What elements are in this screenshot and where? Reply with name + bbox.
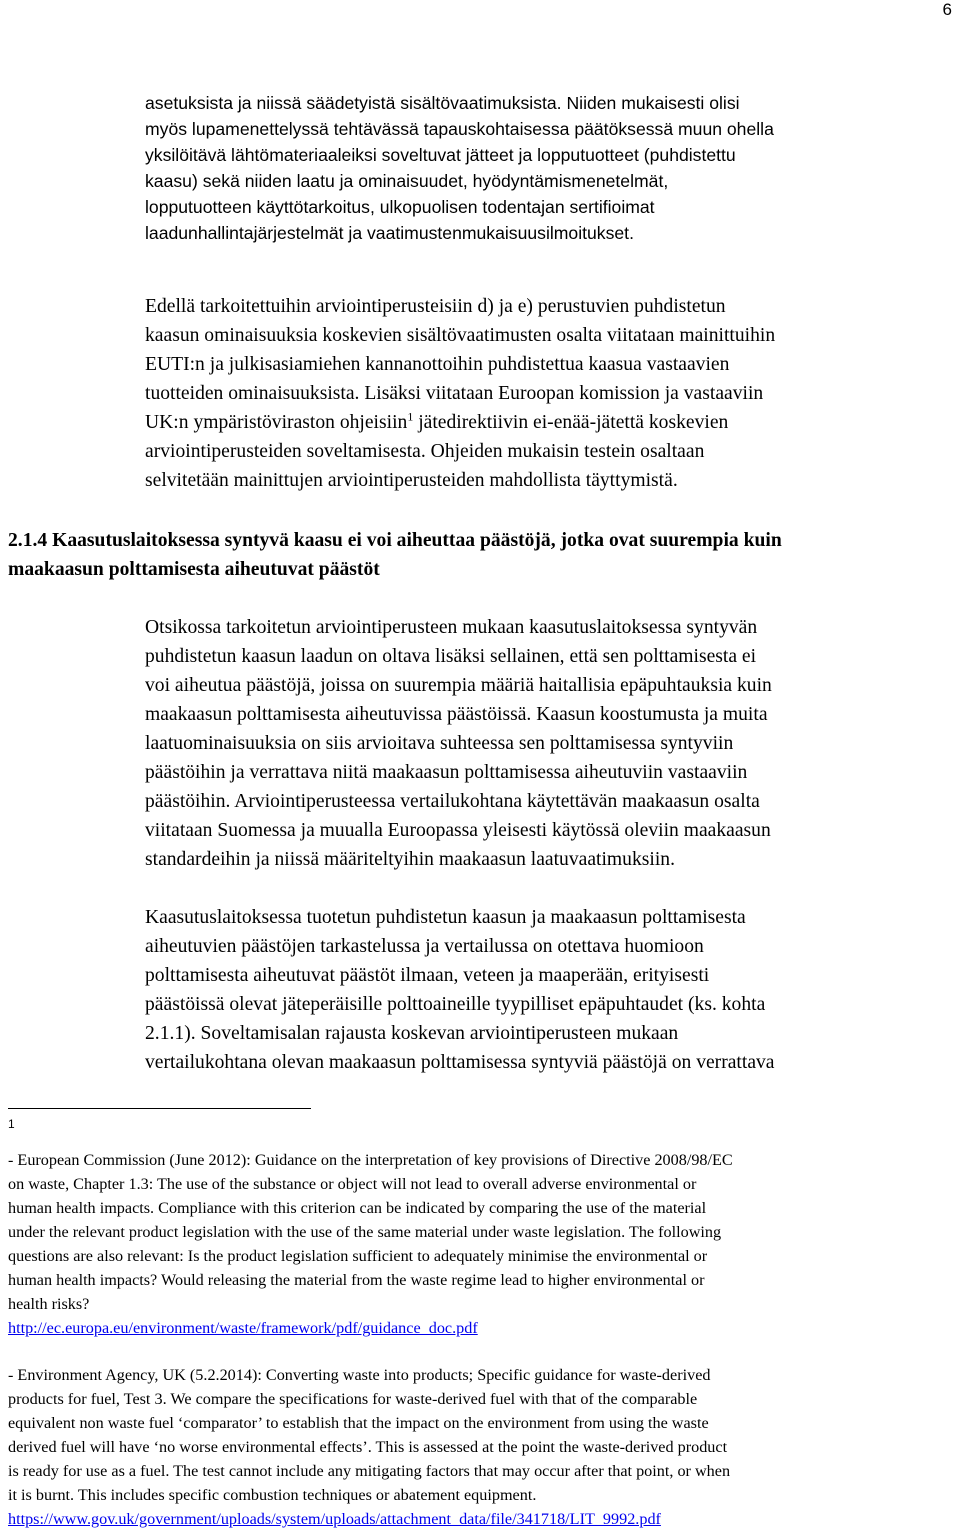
page-number: 6 [942, 0, 952, 19]
paragraph-criteria-reference [145, 292, 960, 495]
paragraph-text-before-footnote: Edellä tarkoitettuihin arviointiperusteisiin d) ja e) perustuvien puhdistetun kaasun ominaisuuksia koskevien sisältövaatimusten osalta viitataan mainittuihin EUTI:n ja julkisasiamiehen kannanottoihin puhdistettua kaasua vastaavien tuotteiden ominaisuuksista. Lisäksi viitataan Euroopan komission ja vastaaviin UK:n ympäristöviraston ohjeisiin [145, 296, 776, 433]
footnote-ea-text: - Environment Agency, UK (5.2.2014): Converting waste into products; Specific guidance for waste-derived products for fuel, Test 3. We compare the specifications for waste-derived fuel with that of the comparable equivalent non waste fuel ‘comparator’ to establish that the impact on the environment from using the waste derived fuel will have ‘no worse environmental effects’. This is assessed at the point the waste-derived product is ready for use as a fuel. The test cannot include any mitigating factors that may occur after that point, or when it is burnt. This includes specific combustion techniques or abatement equipment. [8, 1366, 731, 1504]
footnote-ec-text: - European Commission (June 2012): Guidance on the interpretation of key provisions of Directive 2008/98/EC on waste, Chapter 1.3: The use of the substance or object will not lead to overall adverse environmental or human health impacts. Compliance with this criterion can be indicated by comparing the use of the material under the relevant product legislation with the use of the same material under waste legislation. The following questions are also relevant: Is the product legislation sufficient to adequately minimise the environmental or human health impacts? Would releasing the material from the waste regime lead to higher environmental or health risks? [8, 1151, 733, 1313]
footnote-ec-link[interactable]: http://ec.europa.eu/environment/waste/framework/pdf/guidance_doc.pdf [8, 1319, 478, 1337]
footnote-separator [8, 1108, 311, 1109]
paragraph-emission-comparison: Kaasutuslaitoksessa tuotetun puhdistetun kaasun ja maakaasun polttamisesta aiheutuvien päästöjen tarkastelussa ja vertailussa on otettava huomioon polttamisesta aiheutuvat päästöt ilmaan, veteen ja maaperään, erityisesti päästöissä olevat jäteperäisille polttoaineille tyypilliset epäpuhtaudet (ks. kohta 2.1.1). Soveltamisalan rajausta koskevan arviointiperusteen mukaan vertailukohtana olevan maakaasun polttamisessa syntyviä päästöjä on verrattava [145, 907, 775, 1073]
paragraph-gas-quality: Otsikossa tarkoitetun arviointiperusteen mukaan kaasutuslaitoksessa syntyvän puhdistetun kaasun laadun on oltava lisäksi sellainen, että sen polttamisesta ei voi aiheutua päästöjä, joissa on suurempia määriä haitallisia epäpuhtauksia kuin maakaasun polttamisesta aiheutuvissa päästöissä. Kaasun koostumusta ja muita laatuominaisuuksia on siis arvioitava suhteessa sen polttamisessa syntyviin päästöihin ja verrattava niitä maakaasun polttamisessa aiheutuviin vastaaviin päästöihin. Arviointiperusteessa vertailukohtana käytettävän maakaasun osalta viitataan Suomessa ja muualla Euroopassa yleisesti käytössä oleviin maakaasun standardeihin ja niissä määriteltyihin maakaasun laatuvaatimuksiin. [145, 617, 772, 870]
paragraph-text-after-footnote: jätedirektiivin ei-enää-jätettä koskevien arviointiperusteiden soveltamisesta. Ohjeiden mukaisin testein osaltaan selvitetään mainittujen arviointiperusteiden mahdollista täyttymistä. [145, 412, 729, 491]
footnote-environment-agency [8, 1363, 958, 1531]
footnote-marker: 1 [8, 1117, 15, 1131]
footnote-ea-link[interactable]: https://www.gov.uk/government/uploads/system/uploads/attachment_data/file/341718/LIT_9992.pdf [8, 1510, 661, 1528]
paragraph-requirements: asetuksista ja niissä säädetyistä sisältövaatimuksista. Niiden mukaisesti olisi myös lupamenettelyssä tehtävässä tapauskohtaisessa päätöksessä muun ohella yksilöitävä lähtömateriaaleiksi soveltuvat jätteet ja lopputuotteet (puhdistettu kaasu) sekä niiden laatu ja ominaisuudet, hyödyntämismenetelmät, lopputuotteen käyttötarkoitus, ulkopuolisen todentajan sertifioimat laadunhallintajärjestelmät ja vaatimustenmukaisuusilmoitukset. [145, 93, 774, 243]
footnote-european-commission [8, 1148, 958, 1340]
section-heading-2-1-4: 2.1.4 Kaasutuslaitoksessa syntyvä kaasu ei voi aiheuttaa päästöjä, jotka ovat suurempia kuin maakaasun polttamisesta aiheutuvat päästöt [8, 530, 782, 580]
footnote-reference[interactable]: 1 [407, 409, 414, 424]
